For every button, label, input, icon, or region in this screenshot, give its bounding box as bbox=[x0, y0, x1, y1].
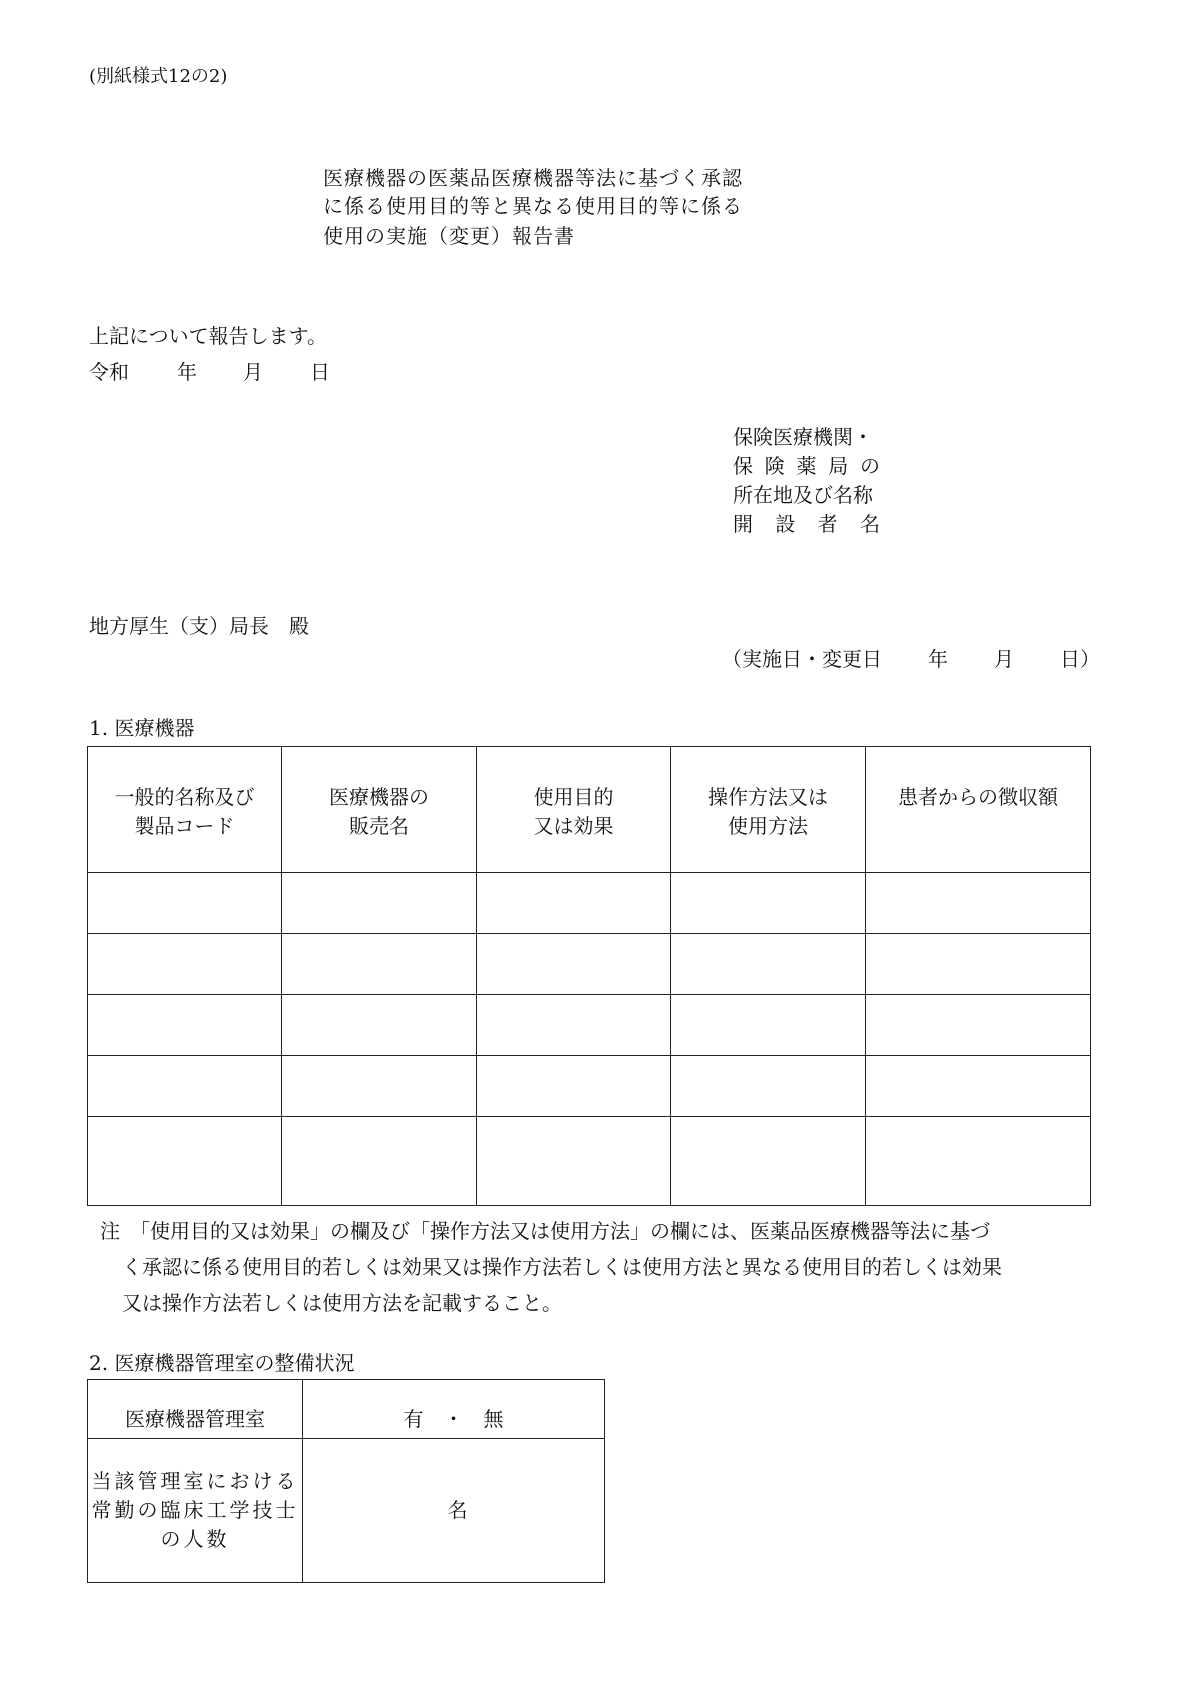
form-id: (別紙様式12の2) bbox=[89, 66, 228, 87]
addressee-line-2 bbox=[733, 456, 880, 485]
input-cell[interactable] bbox=[477, 1056, 671, 1117]
section2-title: 2. 医療機器管理室の整備状況 bbox=[89, 1351, 355, 1375]
header-cell bbox=[88, 747, 282, 873]
recipient: 地方厚生（支）局長 殿 bbox=[89, 614, 309, 638]
note-line-3: 又は操作方法若しくは使用方法を記載すること。 bbox=[122, 1291, 562, 1315]
header-text: 製品コード bbox=[134, 814, 235, 838]
table-row bbox=[88, 934, 1091, 995]
header-cell bbox=[671, 747, 866, 873]
date-month: 月 bbox=[243, 360, 263, 384]
title-line-1: 医療機器の医薬品医療機器等法に基づく承認 bbox=[323, 166, 743, 190]
addressee-char: 保 bbox=[733, 454, 753, 478]
input-cell[interactable] bbox=[88, 934, 282, 995]
addressee-char: 名 bbox=[859, 512, 880, 536]
table-row bbox=[88, 1056, 1091, 1117]
table-row bbox=[88, 873, 1091, 934]
header-text: 使用目的 bbox=[533, 785, 614, 809]
input-cell[interactable] bbox=[88, 995, 282, 1056]
header-text: 一般的名称及び bbox=[114, 785, 255, 809]
date-day: 日 bbox=[310, 360, 330, 384]
input-cell[interactable] bbox=[88, 1056, 282, 1117]
input-cell[interactable] bbox=[671, 1056, 866, 1117]
management-room-value[interactable]: 有 ・ 無 bbox=[303, 1380, 605, 1439]
addressee-char: 局 bbox=[828, 454, 849, 478]
table-row bbox=[88, 995, 1091, 1056]
intro-text: 上記について報告します。 bbox=[89, 324, 327, 348]
input-cell[interactable] bbox=[477, 1117, 671, 1206]
input-cell[interactable] bbox=[282, 995, 477, 1056]
date-era: 令和 bbox=[89, 360, 129, 384]
input-cell[interactable] bbox=[671, 995, 866, 1056]
title-line-2: に係る使用目的等と異なる使用目的等に係る bbox=[323, 194, 743, 218]
section1-title: 1. 医療機器 bbox=[89, 716, 195, 740]
engineer-count-unit: 名 bbox=[447, 1498, 468, 1522]
header-text: 使用方法 bbox=[728, 814, 808, 838]
report-date bbox=[89, 362, 330, 382]
input-cell[interactable] bbox=[282, 1117, 477, 1206]
header-text: 操作方法又は bbox=[708, 785, 828, 809]
engineer-count-label: 当該管理室における常勤の臨床工学技士の人数 bbox=[88, 1439, 303, 1583]
facility-table bbox=[87, 1379, 605, 1583]
addressee-block bbox=[733, 427, 880, 543]
header-cell bbox=[477, 747, 671, 873]
management-room-label: 医療機器管理室 bbox=[88, 1380, 303, 1439]
header-text: 販売名 bbox=[349, 814, 409, 838]
note-line-1: 注 「使用目的又は効果」の欄及び「操作方法又は使用方法」の欄には、医薬品医療機器等法に基づ bbox=[100, 1219, 990, 1243]
addressee-line-1: 保険医療機関・ bbox=[733, 425, 873, 449]
engineer-count-value[interactable] bbox=[303, 1439, 605, 1583]
addressee-char: 開 bbox=[733, 512, 753, 536]
impl-date-close: 日） bbox=[1060, 647, 1100, 671]
addressee-char: 険 bbox=[764, 454, 785, 478]
input-cell[interactable] bbox=[866, 873, 1091, 934]
impl-date-open: （実施日・変更日 bbox=[722, 647, 882, 671]
input-cell[interactable] bbox=[671, 873, 866, 934]
input-cell[interactable] bbox=[477, 995, 671, 1056]
input-cell[interactable] bbox=[671, 934, 866, 995]
section1-note bbox=[100, 1213, 1092, 1321]
date-year: 年 bbox=[177, 360, 197, 384]
input-cell[interactable] bbox=[88, 873, 282, 934]
input-cell[interactable] bbox=[282, 1056, 477, 1117]
input-cell[interactable] bbox=[282, 934, 477, 995]
addressee-char: 設 bbox=[775, 512, 796, 536]
table-header-row bbox=[88, 747, 1091, 873]
input-cell[interactable] bbox=[88, 1117, 282, 1206]
addressee-line-4 bbox=[733, 514, 880, 543]
input-cell[interactable] bbox=[282, 873, 477, 934]
addressee-char: 薬 bbox=[796, 454, 817, 478]
note-line-2: く承認に係る使用目的若しくは効果又は操作方法若しくは使用方法と異なる使用目的若しくは効果 bbox=[122, 1255, 1002, 1279]
input-cell[interactable] bbox=[866, 1117, 1091, 1206]
input-cell[interactable] bbox=[866, 995, 1091, 1056]
impl-date-year: 年 bbox=[928, 647, 948, 671]
header-cell bbox=[866, 747, 1091, 873]
addressee-char: の bbox=[860, 454, 880, 478]
addressee-line-3: 所在地及び名称 bbox=[733, 483, 873, 507]
table-row bbox=[88, 1117, 1091, 1206]
addressee-char: 者 bbox=[817, 512, 838, 536]
implementation-date bbox=[722, 649, 1100, 669]
header-text: 患者からの徴収額 bbox=[898, 785, 1058, 809]
table-row bbox=[88, 1439, 605, 1583]
input-cell[interactable] bbox=[866, 1056, 1091, 1117]
header-text: 又は効果 bbox=[533, 814, 614, 838]
input-cell[interactable] bbox=[671, 1117, 866, 1206]
header-cell bbox=[282, 747, 477, 873]
header-text: 医療機器の bbox=[329, 785, 429, 809]
table-row bbox=[88, 1380, 605, 1439]
input-cell[interactable] bbox=[477, 873, 671, 934]
device-table bbox=[87, 746, 1091, 1206]
title-line-3: 使用の実施（変更）報告書 bbox=[323, 224, 575, 248]
input-cell[interactable] bbox=[866, 934, 1091, 995]
input-cell[interactable] bbox=[477, 934, 671, 995]
impl-date-month: 月 bbox=[994, 647, 1014, 671]
